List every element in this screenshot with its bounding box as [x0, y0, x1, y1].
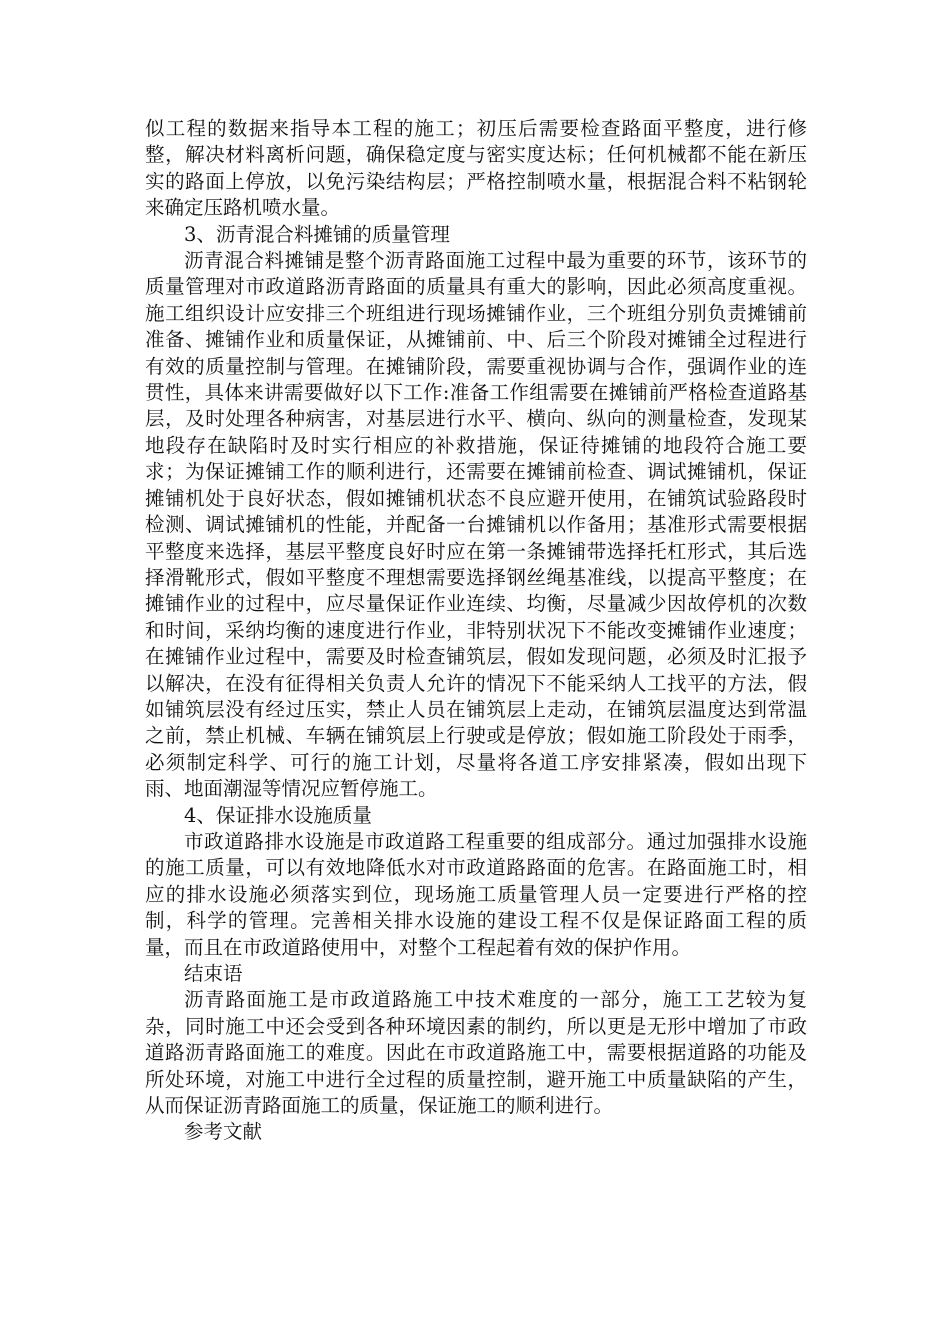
document-body — [145, 116, 807, 1146]
paragraph-continued: 似工程的数据来指导本工程的施工；初压后需要检查路面平整度，进行修整，解决材料离析问题，确保稳定度与密实度达标；任何机械都不能在新压实的路面上停放，以免污染结构层；严格控制喷水量，根据混合料不粘钢轮来确定压路机喷水量。 — [145, 117, 807, 220]
section-heading-references: 参考文献 — [184, 1120, 263, 1144]
section-heading-drainage: 4、保证排水设施质量 — [184, 803, 372, 827]
paragraph-paving: 沥青混合料摊铺是整个沥青路面施工过程中最为重要的环节，该环节的质量管理对市政道路沥青路面的质量具有重大的影响，因此必须高度重视。施工组织设计应安排三个班组进行现场摊铺作业，三个班组分别负责摊铺前准备、摊铺作业和质量保证，从摊铺前、中、后三个阶段对摊铺全过程进行有效的质量控制与管理。在摊铺阶段，需要重视协调与合作，强调作业的连贯性，具体来讲需要做好以下工作:准备工作组需要在摊铺前严格检查道路基层，及时处理各种病害，对基层进行水平、横向、纵向的测量检查，发现某地段存在缺陷时及时实行相应的补救措施，保证待摊铺的地段符合施工要求；为保证摊铺工作的顺利进行，还需要在摊铺前检查、调试摊铺机，保证摊铺机处于良好状态，假如摊铺机状态不良应避开使用，在铺筑试验路段时检测、调试摊铺机的性能，并配备一台摊铺机以作备用；基准形式需要根据平整度来选择，基层平整度良好时应在第一条摊铺带选择托杠形式，其后选择滑靴形式，假如平整度不理想需要选择钢丝绳基准线，以提高平整度；在摊铺作业的过程中，应尽量保证作业连续、均衡，尽量减少因故停机的次数和时间，采纳均衡的速度进行作业，非特别状况下不能改变摊铺作业速度；在摊铺作业过程中，需要及时检查铺筑层，假如发现问题，必须及时汇报予以解决，在没有征得相关负责人允许的情况下不能采纳人工找平的方法，假如铺筑层没有经过压实，禁止人员在铺筑层上走动，在铺筑层温度达到常温之前，禁止机械、车辆在铺筑层上行驶或是停放；假如施工阶段处于雨季，必须制定科学、可行的施工计划，尽量将各道工序安排紧凑，假如出现下雨、地面潮湿等情况应暂停施工。 — [145, 249, 807, 801]
paragraph-conclusion: 沥青路面施工是市政道路施工中技术难度的一部分，施工工艺较为复杂，同时施工中还会受到各种环境因素的制约，所以更是无形中增加了市政道路沥青路面施工的难度。因此在市政道路施工中，需要根据道路的功能及所处环境，对施工中进行全过程的质量控制，避开施工中质量缺陷的产生，从而保证沥青路面施工的质量，保证施工的顺利进行。 — [145, 988, 807, 1118]
paragraph-drainage: 市政道路排水设施是市政道路工程重要的组成部分。通过加强排水设施的施工质量，可以有效地降低水对市政道路路面的危害。在路面施工时，相应的排水设施必须落实到位，现场施工质量管理人员一定要进行严格的控制，科学的管理。完善相关排水设施的建设工程不仅是保证路面工程的质量，而且在市政道路使用中，对整个工程起着有效的保护作用。 — [145, 829, 807, 959]
section-heading-conclusion: 结束语 — [184, 962, 243, 985]
section-heading-paving: 3、沥青混合料摊铺的质量管理 — [184, 222, 450, 246]
